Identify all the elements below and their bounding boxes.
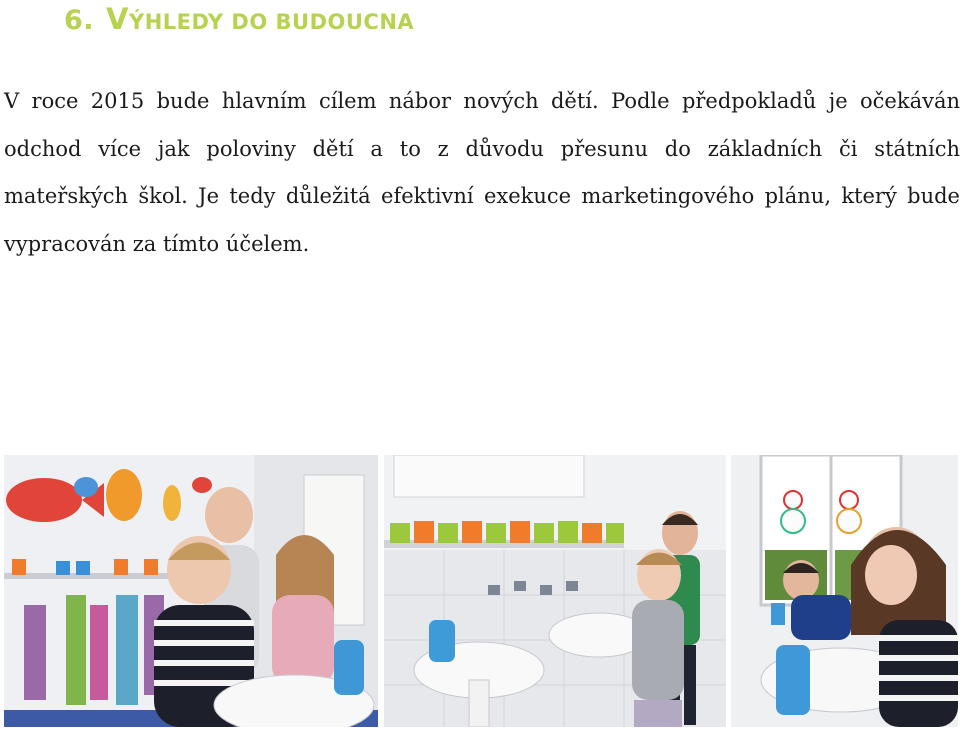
paragraph-line: mateřských škol. Je tedy důležitá efektivní exekuce marketingového plánu, který bude xyxy=(4,184,960,208)
photo-illustration xyxy=(4,455,378,727)
photo-children-window xyxy=(731,455,958,727)
section-title-rest: ÝHLEDY DO BUDOUCNA xyxy=(129,10,415,34)
photo-illustration xyxy=(731,455,958,727)
body-paragraph xyxy=(4,78,960,268)
section-heading xyxy=(64,2,414,36)
section-number: 6. xyxy=(64,5,95,36)
paragraph-line: V roce 2015 bude hlavním cílem nábor nových dětí. Podle předpokladů je očekáván xyxy=(4,89,960,113)
photo-children-brushing-left xyxy=(4,455,378,727)
photo-washroom-sinks xyxy=(384,455,726,727)
photo-illustration xyxy=(384,455,726,727)
section-title-initial: V xyxy=(106,2,129,36)
paragraph-line: odchod více jak poloviny dětí a to z důvodu přesunu do základních či státních xyxy=(4,136,960,161)
paragraph-line: vypracován za tímto účelem. xyxy=(4,231,310,256)
